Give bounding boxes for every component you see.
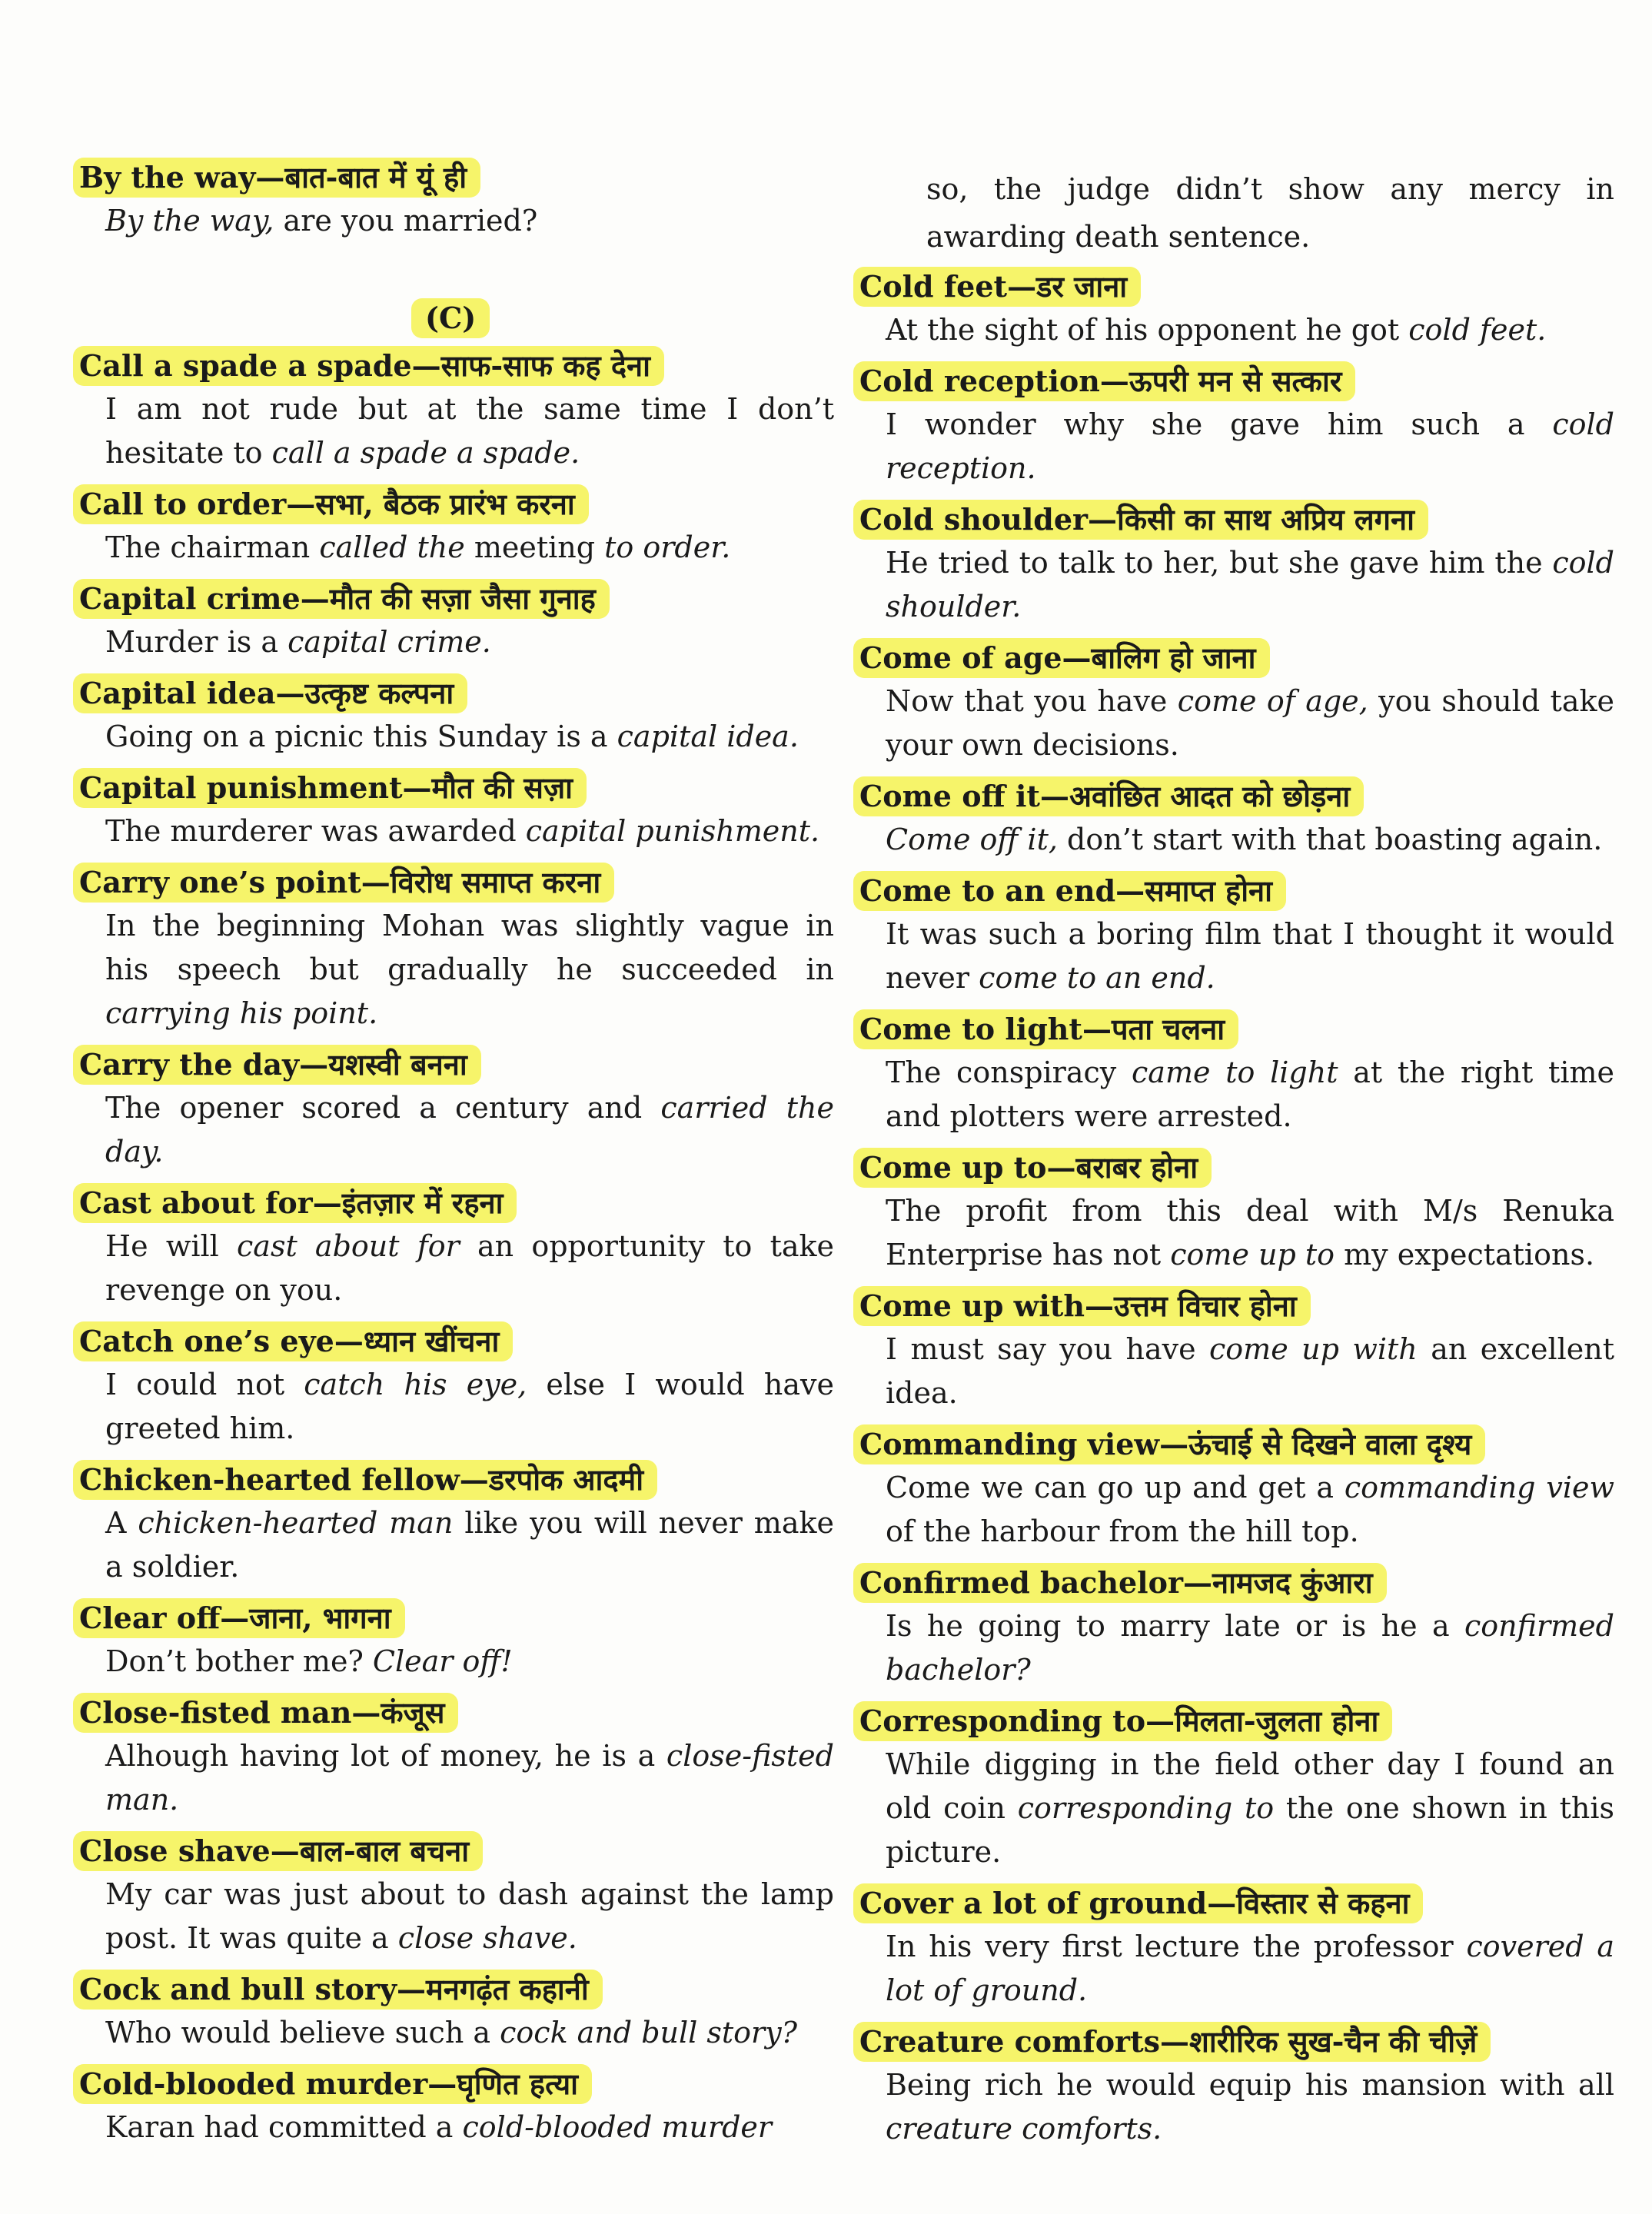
idiom-term: Call to order—सभा, बैठक प्रारंभ करना	[73, 484, 589, 524]
idiom-term: By the way—बात-बात में यूं ही	[73, 158, 480, 198]
idiom-entry	[853, 1883, 1614, 2013]
idiom-example: Karan had committed a cold-blooded murder	[105, 2110, 773, 2144]
idiom-example: Murder is a capital crime.	[105, 625, 491, 659]
idiom-entry	[73, 1598, 834, 1684]
idiom-example: Being rich he would equip his mansion with all creature comforts.	[886, 2068, 1614, 2146]
idiom-entry	[853, 2022, 1614, 2151]
idiom-entry	[73, 1693, 834, 1822]
idiom-example: Come off it, don’t start with that boasting again.	[886, 823, 1603, 856]
idiom-term: Come to an end—समाप्त होना	[853, 871, 1286, 911]
idiom-entry	[73, 1970, 834, 2055]
idiom-term: Creature comforts—शारीरिक सुख-चैन की चीज़ें	[853, 2022, 1491, 2062]
idiom-entry	[73, 484, 834, 570]
right-column	[853, 0, 1614, 2160]
idiom-term: Capital crime—मौत की सज़ा जैसा गुनाह	[73, 579, 610, 619]
idiom-term: Cold feet—डर जाना	[853, 267, 1141, 307]
idiom-example: He tried to talk to her, but she gave him the cold shoulder.	[886, 546, 1614, 623]
idiom-entry	[853, 361, 1614, 490]
idiom-example: Going on a picnic this Sunday is a capital idea.	[105, 720, 799, 753]
idiom-example: A chicken-hearted man like you will never make a soldier.	[105, 1506, 834, 1584]
idiom-term: Come up with—उत्तम विचार होना	[853, 1286, 1311, 1326]
idiom-example: The murderer was awarded capital punishment.	[105, 814, 820, 848]
idiom-example: Come we can go up and get a commanding view of the harbour from the hill top.	[886, 1471, 1614, 1548]
idiom-term: Commanding view—ऊंचाई से दिखने वाला दृश्य	[853, 1424, 1485, 1464]
idiom-entry	[853, 1009, 1614, 1139]
idiom-term: Cock and bull story—मनगढ़ंत कहानी	[73, 1970, 603, 2010]
idiom-entry	[73, 863, 834, 1036]
idiom-term: Cold-blooded murder—घृणित हत्या	[73, 2064, 592, 2104]
idiom-term: Corresponding to—मिलता-जुलता होना	[853, 1701, 1392, 1741]
idiom-entry	[73, 1321, 834, 1451]
idiom-example: While digging in the field other day I found an old coin corresponding to the one shown in this picture.	[886, 1747, 1614, 1869]
idiom-example: The conspiracy came to light at the right time and plotters were arrested.	[886, 1055, 1614, 1133]
idiom-example: By the way, are you married?	[105, 204, 538, 238]
idiom-term: Cold reception—ऊपरी मन से सत्कार	[853, 361, 1355, 401]
idiom-example: Who would believe such a cock and bull story?	[105, 2016, 798, 2049]
idiom-term: Come off it—अवांछित आदत को छोड़ना	[853, 776, 1364, 816]
idiom-example: At the sight of his opponent he got cold feet.	[886, 313, 1547, 347]
idiom-example: The opener scored a century and carried the day.	[105, 1091, 834, 1168]
idiom-term: Call a spade a spade—साफ-साफ कह देना	[73, 346, 664, 386]
idiom-term: Capital punishment—मौत की सज़ा	[73, 768, 587, 808]
idiom-entry	[73, 2064, 834, 2149]
idiom-example: It was such a boring film that I thought it would never come to an end.	[886, 917, 1614, 995]
idiom-example: Now that you have come of age, you should take your own decisions.	[886, 684, 1614, 762]
idiom-example: In his very first lecture the professor covered a lot of ground.	[886, 1930, 1614, 2007]
idiom-term: Cast about for—इंतज़ार में रहना	[73, 1183, 517, 1223]
idiom-entry	[853, 776, 1614, 862]
idiom-term: Chicken-hearted fellow—डरपोक आदमी	[73, 1460, 657, 1500]
idiom-entry	[853, 1148, 1614, 1277]
idiom-entry	[73, 1183, 834, 1312]
idiom-term: Close shave—बाल-बाल बचना	[73, 1831, 483, 1871]
idiom-entry	[853, 500, 1614, 629]
idiom-term: Close-fisted man—कंजूस	[73, 1693, 458, 1733]
idiom-example: I could not catch his eye, else I would have greeted him.	[105, 1368, 835, 1445]
section-heading: (C)	[411, 298, 490, 338]
idiom-example: He will cast about for an opportunity to take revenge on you.	[105, 1229, 835, 1307]
idiom-term: Come to light—पता चलना	[853, 1009, 1238, 1049]
idiom-entry	[853, 1563, 1614, 1692]
idiom-example: Alhough having lot of money, he is a close-fisted man.	[105, 1739, 834, 1817]
idiom-example: My car was just about to dash against the lamp post. It was quite a close shave.	[105, 1877, 834, 1955]
idiom-term: Confirmed bachelor—नामजद कुंआरा	[853, 1563, 1387, 1603]
idiom-term: Carry one’s point—विरोध समाप्त करना	[73, 863, 614, 903]
idiom-entry	[853, 267, 1614, 352]
idiom-example: The chairman called the meeting to order.	[105, 530, 731, 564]
idiom-entry	[853, 1286, 1614, 1415]
idiom-term: Catch one’s eye—ध्यान खींचना	[73, 1321, 513, 1361]
idiom-entry	[853, 1424, 1614, 1554]
idiom-example: I must say you have come up with an excellent idea.	[886, 1332, 1615, 1410]
idiom-entry	[73, 1460, 834, 1589]
idiom-entry	[73, 158, 834, 243]
idiom-entry	[73, 1831, 834, 1960]
idiom-term: Capital idea—उत्कृष्ट कल्पना	[73, 673, 467, 713]
idiom-entry	[853, 871, 1614, 1000]
idiom-term: Cover a lot of ground—विस्तार से कहना	[853, 1883, 1423, 1923]
idiom-entry	[73, 673, 834, 759]
idiom-example: I wonder why she gave him such a cold reception.	[886, 407, 1614, 485]
idiom-example: Is he going to marry late or is he a confirmed bachelor?	[886, 1609, 1614, 1687]
idiom-entry	[73, 768, 834, 853]
idiom-example: The profit from this deal with M/s Renuka Enterprise has not come up to my expectations.	[886, 1194, 1614, 1272]
idiom-entry	[853, 638, 1614, 767]
idiom-example: I am not rude but at the same time I don’t hesitate to call a spade a spade.	[105, 392, 834, 470]
left-column	[73, 0, 834, 2159]
idiom-entry	[73, 579, 834, 664]
idiom-entry	[73, 346, 834, 475]
idiom-entry	[73, 1045, 834, 1174]
idiom-term: Cold shoulder—किसी का साथ अप्रिय लगना	[853, 500, 1428, 540]
idiom-term: Come of age—बालिग हो जाना	[853, 638, 1270, 678]
idiom-example: Don’t bother me? Clear off!	[105, 1644, 513, 1678]
idiom-term: Carry the day—यशस्वी बनना	[73, 1045, 481, 1085]
idiom-term: Come up to—बराबर होना	[853, 1148, 1212, 1188]
idiom-example: In the beginning Mohan was slightly vague in his speech but gradually he succeeded in carrying his point.	[105, 909, 834, 1030]
idiom-entry	[853, 1701, 1614, 1874]
idiom-term: Clear off—जाना, भागना	[73, 1598, 405, 1638]
continued-text: so, the judge didn’t show any mercy in awarding death sentence.	[926, 172, 1614, 254]
